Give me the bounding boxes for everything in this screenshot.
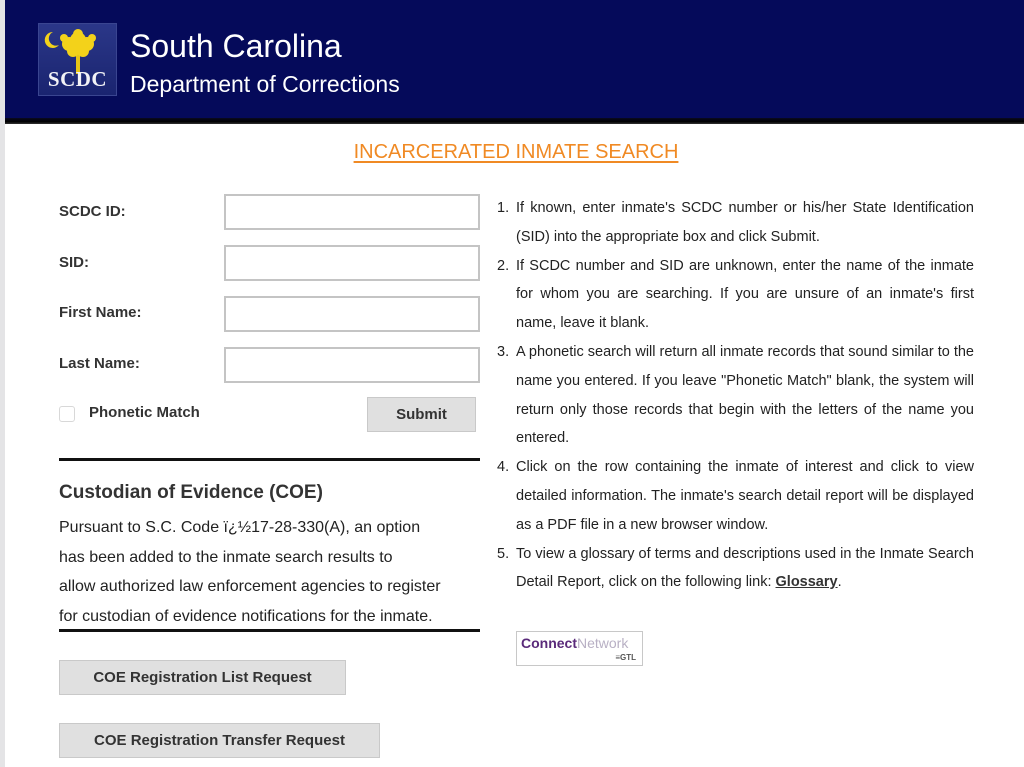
phonetic-match-checkbox[interactable] [59, 406, 75, 422]
section-divider [59, 458, 480, 461]
instruction-text: If SCDC number and SID are unknown, enter the name of the inmate for whom you are searching. If you are unsure of an inmate's first name, leave it blank. [516, 257, 974, 332]
header-subtitle: Department of Corrections [130, 71, 400, 97]
coe-registration-transfer-request-button[interactable]: COE Registration Transfer Request [59, 723, 380, 758]
coe-divider [59, 629, 480, 632]
first-name-input[interactable] [224, 296, 480, 332]
header-title: South Carolina [130, 28, 342, 64]
sid-label: SID: [59, 254, 89, 271]
instruction-number: 2. [497, 257, 510, 274]
instruction-text [516, 540, 974, 598]
instruction-item [497, 338, 974, 453]
glossary-link[interactable]: Glossary [775, 574, 838, 591]
instructions-list [497, 194, 974, 597]
instruction-text: If known, enter inmate's SCDC number or his/her State Identification (SID) into the appropriate box and click Submit. [516, 200, 974, 245]
scdc-id-label: SCDC ID: [59, 203, 126, 220]
sid-input[interactable] [224, 245, 480, 281]
network-text: Network [577, 635, 629, 651]
site-header [5, 0, 1024, 118]
connect-network-logo[interactable] [516, 631, 643, 666]
logo-text: SCDC [47, 67, 108, 91]
instruction-number: 4. [497, 459, 510, 476]
submit-button[interactable]: Submit [367, 397, 476, 432]
scdc-logo[interactable] [38, 23, 117, 96]
coe-heading: Custodian of Evidence (COE) [59, 482, 323, 503]
first-name-label: First Name: [59, 304, 142, 321]
gtl-logo-icon: ≡GTL [615, 653, 636, 662]
scdc-id-input[interactable] [224, 194, 480, 230]
page-title[interactable]: INCARCERATED INMATE SEARCH [353, 141, 679, 163]
instruction-text: A phonetic search will return all inmate records that sound similar to the name you entered. If you leave "Phonetic Match" blank, the system will return only those records that begin with the letters of the name you entered. [516, 343, 974, 447]
coe-line: allow authorized law enforcement agencies to register [59, 578, 441, 595]
instruction-number: 5. [497, 545, 510, 562]
header-bottom-border [5, 118, 1024, 124]
coe-description [59, 513, 489, 631]
instruction-item [497, 453, 974, 539]
instruction-text-end: . [837, 574, 842, 591]
instruction-item [497, 540, 974, 598]
coe-registration-list-request-button[interactable]: COE Registration List Request [59, 660, 346, 695]
instruction-number: 3. [497, 343, 510, 360]
coe-line: for custodian of evidence notifications for the inmate. [59, 607, 433, 625]
instruction-text: Click on the row containing the inmate of interest and click to view detailed information. The inmate's search detail report will be displayed as a PDF file in a new browser window. [516, 459, 974, 533]
coe-line: Pursuant to S.C. Code ï¿½17-28-330(A), an option [59, 519, 421, 536]
coe-line: has been added to the inmate search results to [59, 548, 393, 566]
instruction-item [497, 194, 974, 252]
connect-network-wordmark [521, 635, 628, 651]
instruction-item [497, 252, 974, 338]
connect-text: Connect [521, 635, 577, 651]
instruction-number: 1. [497, 200, 510, 216]
phonetic-match-label[interactable]: Phonetic Match [89, 404, 200, 421]
last-name-label: Last Name: [59, 355, 140, 372]
instruction-text-content: To view a glossary of terms and descriptions used in the Inmate Search Detail Report, click on the following link: [516, 545, 974, 591]
last-name-input[interactable] [224, 347, 480, 383]
